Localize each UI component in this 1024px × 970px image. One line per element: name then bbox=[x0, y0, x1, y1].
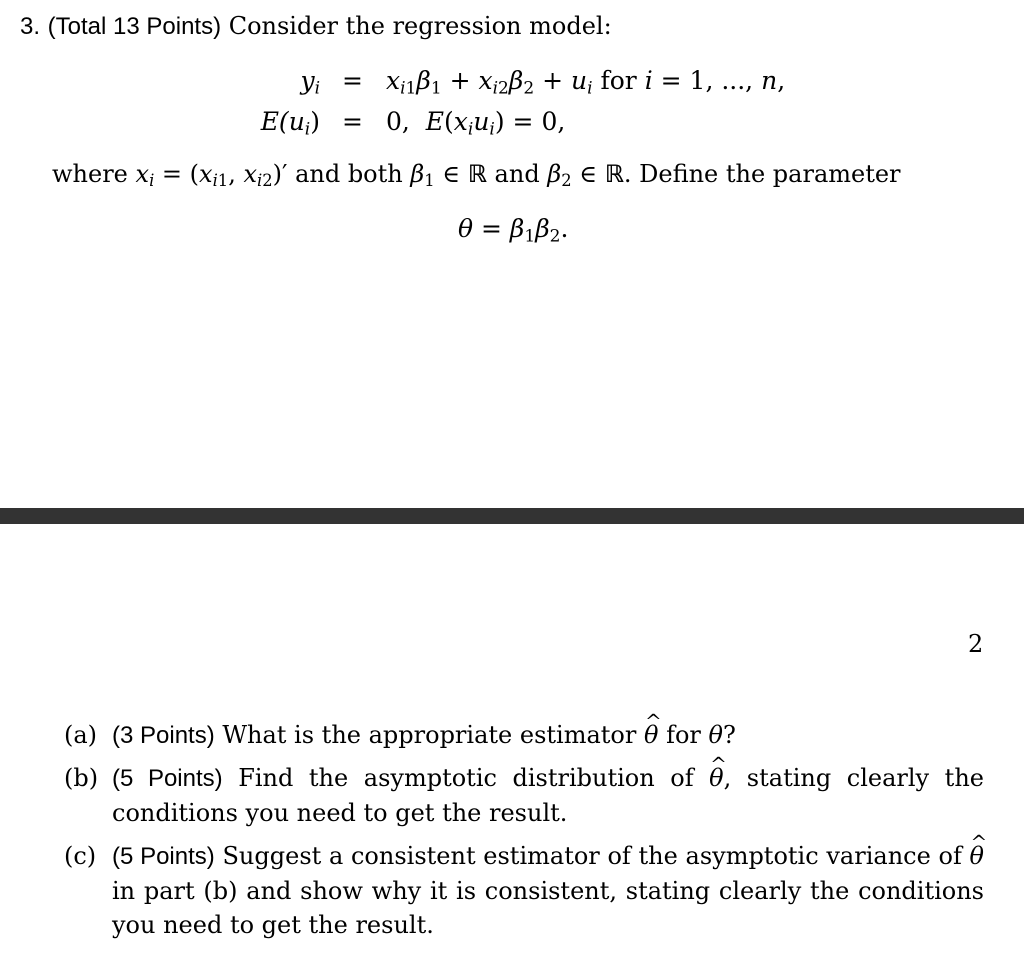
equation-lhs-y: $y_i$ bbox=[300, 66, 320, 99]
page-divider bbox=[0, 508, 1024, 524]
where-clause: where $x_i = (x_{i1}$, $x_{i2})'$ and both $\beta_1$ ∈ ℝ and $\beta_2$ ∈ ℝ. Define the parameter bbox=[52, 160, 901, 191]
equation-row-moments bbox=[220, 107, 820, 141]
question-intro: Consider the regression model: bbox=[228, 12, 612, 40]
part-label: (a) bbox=[64, 721, 98, 749]
part-text: (3 Points) What is the appropriate estimator ^ θ for θ? bbox=[112, 718, 984, 753]
question-points: (Total 13 Points) bbox=[47, 13, 222, 40]
page-number: 2 bbox=[968, 630, 984, 658]
part-text: (5 Points) Suggest a consistent estimator of the asymptotic variance of ^ θ in part (b) and show why it is consistent, stating clearly the conditions you need to get the result. bbox=[112, 839, 984, 942]
part-label: (c) bbox=[64, 842, 97, 870]
equation-lhs-expectation: $E(u_i)$ bbox=[260, 107, 320, 140]
equation-equals: = bbox=[342, 107, 363, 136]
equation-rhs-model: $x_{i1}\beta_1 + x_{i2}\beta_2 + u_i$ for i = 1, ..., n, bbox=[386, 66, 786, 99]
part-text: (5 Points) Find the asymptotic distribution of ^ θ, stating clearly the conditions you need to get the result. bbox=[112, 761, 984, 830]
equation-row-model bbox=[220, 66, 820, 100]
part-a bbox=[64, 718, 984, 754]
part-label: (b) bbox=[64, 764, 99, 792]
equation-equals: = bbox=[342, 66, 363, 95]
question-number: 3. bbox=[20, 13, 41, 40]
theta-definition: $\theta = \beta_1\beta_2$. bbox=[458, 214, 569, 247]
question-header bbox=[20, 12, 612, 41]
part-c bbox=[64, 839, 984, 949]
part-b bbox=[64, 761, 984, 835]
equation-rhs-moments: 0, $E(x_iu_i) = 0$, bbox=[386, 107, 566, 140]
